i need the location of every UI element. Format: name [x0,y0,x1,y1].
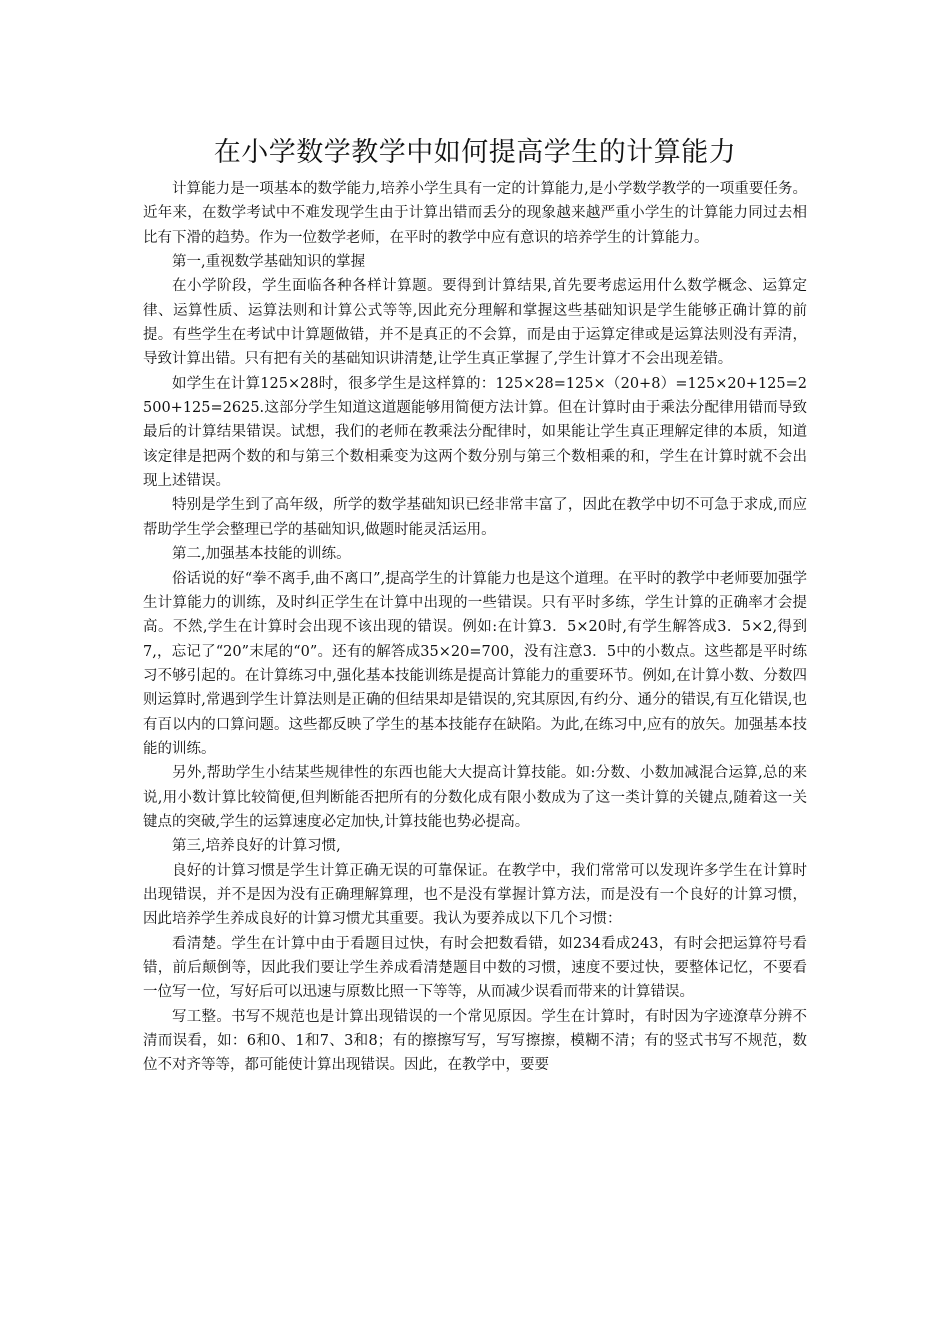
paragraph-upper-grades: 特别是学生到了高年级，所学的数学基础知识已经非常丰富了，因此在教学中切不可急于求成,而应帮助学生学会整理已学的基础知识,做题时能灵活运用。 [143,497,807,538]
document-body [143,133,807,1078]
section-heading-3: 第三,培养良好的计算习惯, [172,838,341,855]
document-title: 在小学数学教学中如何提高学生的计算能力 [213,137,737,168]
paragraph-skills-training: 俗话说的好“拳不离手,曲不离口”,提高学生的计算能力也是这个道理。在平时的教学中老师要加强学生计算能力的训练，及时纠正学生在计算中出现的一些错误。只有平时多练，学生计算的正确率才会提高。不然,学生在计算时会出现不该出现的错误。例如:在计算3．5×20时,有学生解答成3．5×2,得到7,，忘记了“20”末尾的“0”。还有的解答成35×20=700，没有注意3．5中的小数点。这些都是平时练习不够引起的。在计算练习中,强化基本技能训练是提高计算能力的重要环节。例如,在计算小数、分数四则运算时,常遇到学生计算法则是正确的但结果却是错误的,究其原因,有约分、通分的错误,有互化错误,也有百以内的口算问题。这些都反映了学生的基本技能存在缺陷。为此,在练习中,应有的放矢。加强基本技能的训练。 [143,570,807,757]
paragraph-read-carefully: 看清楚。学生在计算中由于看题目过快，有时会把数看错，如234看成243，有时会把运算符号看错，前后颠倒等，因此我们要让学生养成看清楚题目中数的习惯，速度不要过快，要整体记忆，不要看一位写一位，写好后可以迅速与原数比照一下等等，从而减少误看而带来的计算错误。 [143,935,807,1001]
paragraph-habits: 良好的计算习惯是学生计算正确无误的可靠保证。在教学中，我们常常可以发现许多学生在计算时出现错误，并不是因为没有正确理解算理，也不是没有掌握计算方法，而是没有一个良好的计算习惯，因此培养学生养成良好的计算习惯尤其重要。我认为要养成以下几个习惯： [143,862,807,928]
paragraph-intro: 计算能力是一项基本的数学能力,培养小学生具有一定的计算能力,是小学数学教学的一项重要任务。近年来，在数学考试中不难发现学生由于计算出错而丢分的现象越来越严重小学生的计算能力同过去相比有下滑的趋势。作为一位数学老师，在平时的教学中应有意识的培养学生的计算能力。 [143,181,807,246]
section-heading-1: 第一,重视数学基础知识的掌握 [172,254,366,271]
paragraph-patterns: 另外,帮助学生小结某些规律性的东西也能大大提高计算技能。如:分数、小数加减混合运算,总的来说,用小数计算比较简便,但判断能否把所有的分数化成有限小数成为了这一类计算的关键点,随着这一关键点的突破,学生的运算速度必定加快,计算技能也势必提高。 [143,765,807,830]
paragraph-example-distributive: 如学生在计算125×28时，很多学生是这样算的：125×28=125×（20+8）=125×20+125=2500+125=2625.这部分学生知道这道题能够用简便方法计算。但在计算时由于乘法分配律用错而导致最后的计算结果错误。试想，我们的老师在教乘法分配律时，如果能让学生真正理解定律的本质，知道该定律是把两个数的和与第三个数相乘变为这两个数分别与第三个数相乘的和，学生在计算时就不会出现上述错误。 [143,375,807,490]
section-heading-2: 第二,加强基本技能的训练。 [172,546,351,563]
paragraph-write-neatly: 写工整。书写不规范也是计算出现错误的一个常见原因。学生在计算时，有时因为字迹潦草分辨不清而误看，如：6和0、1和7、3和8；有的擦擦写写，写写擦擦，模糊不清；有的竖式书写不规范，数位不对齐等等，都可能使计算出现错误。因此，在教学中，要要 [143,1008,807,1074]
paragraph-basics: 在小学阶段，学生面临各种各样计算题。要得到计算结果,首先要考虑运用什么数学概念、运算定律、运算性质、运算法则和计算公式等等,因此充分理解和掌握这些基础知识是学生能够正确计算的前提。有些学生在考试中计算题做错，并不是真正的不会算，而是由于运算定律或是运算法则没有弄清，导致计算出错。只有把有关的基础知识讲清楚,让学生真正掌握了,学生计算才不会出现差错。 [143,278,807,368]
